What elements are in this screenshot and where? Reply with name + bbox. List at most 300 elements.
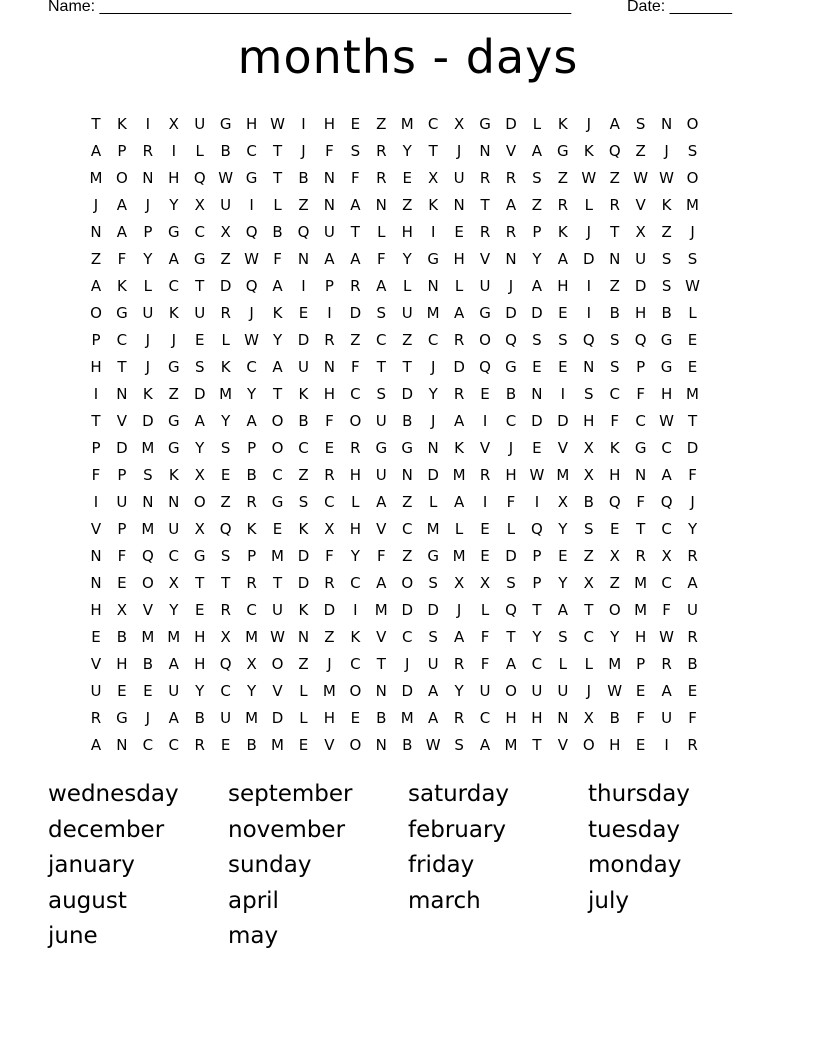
grid-letter[interactable]: F	[325, 412, 334, 430]
grid-letter[interactable]: X	[194, 196, 205, 214]
grid-letter[interactable]: J	[586, 115, 591, 133]
grid-letter[interactable]: X	[194, 466, 205, 484]
grid-letter[interactable]: E	[324, 439, 335, 457]
grid-letter[interactable]: Z	[402, 493, 413, 511]
grid-letter[interactable]: S	[220, 439, 231, 457]
grid-letter[interactable]: P	[247, 547, 257, 565]
grid-letter[interactable]: X	[168, 574, 179, 592]
grid-letter[interactable]: K	[246, 520, 257, 538]
grid-letter[interactable]: K	[454, 439, 465, 457]
grid-letter[interactable]: B	[609, 304, 620, 322]
grid-letter[interactable]: U	[168, 682, 180, 700]
grid-letter[interactable]: Y	[247, 682, 257, 700]
grid-letter[interactable]: Y	[272, 331, 283, 349]
grid-letter[interactable]: J	[249, 304, 254, 322]
grid-letter[interactable]: K	[428, 196, 439, 214]
grid-letter[interactable]: N	[90, 547, 102, 565]
grid-letter[interactable]: W	[581, 169, 597, 187]
grid-letter[interactable]: K	[168, 304, 179, 322]
grid-letter[interactable]: U	[90, 682, 102, 700]
grid-letter[interactable]: N	[635, 466, 647, 484]
grid-letter[interactable]: O	[271, 412, 284, 430]
grid-letter[interactable]: H	[609, 466, 621, 484]
grid-letter[interactable]: J	[327, 655, 332, 673]
grid-letter[interactable]: P	[532, 574, 542, 592]
grid-letter[interactable]: A	[350, 196, 361, 214]
grid-letter[interactable]: E	[220, 736, 231, 754]
grid-letter[interactable]: F	[636, 709, 645, 727]
grid-letter[interactable]: J	[145, 709, 151, 727]
grid-letter[interactable]: X	[661, 547, 672, 565]
grid-letter[interactable]: X	[116, 601, 128, 619]
grid-letter[interactable]: Y	[532, 250, 542, 268]
grid-letter[interactable]: B	[609, 709, 620, 727]
grid-letter[interactable]: T	[480, 196, 490, 214]
grid-letter[interactable]: S	[220, 547, 231, 565]
grid-letter[interactable]: J	[664, 142, 669, 160]
grid-letter[interactable]: Y	[428, 385, 438, 403]
grid-letter[interactable]: X	[324, 520, 335, 538]
grid-letter[interactable]: Y	[558, 574, 568, 592]
grid-letter[interactable]: F	[91, 466, 101, 484]
grid-letter[interactable]: E	[558, 358, 568, 376]
grid-letter[interactable]: F	[480, 655, 490, 673]
grid-letter[interactable]: W	[659, 412, 675, 430]
grid-letter[interactable]: O	[686, 169, 699, 187]
grid-letter[interactable]: N	[375, 682, 387, 700]
grid-letter[interactable]: Y	[558, 520, 568, 538]
grid-letter[interactable]: A	[557, 250, 568, 268]
grid-letter[interactable]: S	[428, 574, 438, 592]
grid-letter[interactable]: D	[142, 412, 154, 430]
grid-letter[interactable]: U	[375, 466, 387, 484]
grid-letter[interactable]: Z	[402, 547, 413, 565]
grid-letter[interactable]: T	[195, 574, 205, 592]
grid-letter[interactable]: X	[453, 574, 465, 592]
grid-letter[interactable]: R	[505, 223, 517, 241]
grid-letter[interactable]: J	[301, 142, 306, 160]
grid-letter[interactable]: K	[557, 115, 568, 133]
grid-letter[interactable]: M	[219, 385, 233, 403]
grid-letter[interactable]: S	[584, 385, 594, 403]
grid-letter[interactable]: B	[376, 709, 387, 727]
grid-letter[interactable]: R	[505, 169, 517, 187]
grid-letter[interactable]: K	[142, 385, 153, 403]
grid-letter[interactable]: E	[350, 115, 361, 133]
grid-letter[interactable]: V	[635, 196, 646, 214]
grid-letter[interactable]: X	[583, 709, 594, 727]
grid-letter[interactable]: E	[635, 736, 646, 754]
grid-letter[interactable]: M	[634, 574, 648, 592]
grid-letter[interactable]: Z	[531, 196, 543, 214]
grid-letter[interactable]: L	[195, 142, 204, 160]
grid-letter[interactable]: A	[376, 277, 387, 295]
grid-letter[interactable]: I	[93, 493, 99, 511]
grid-letter[interactable]: I	[482, 493, 488, 511]
grid-letter[interactable]: D	[401, 385, 413, 403]
grid-letter[interactable]: Z	[376, 115, 387, 133]
grid-letter[interactable]: C	[376, 331, 387, 349]
grid-letter[interactable]: K	[168, 466, 179, 484]
grid-letter[interactable]: K	[298, 385, 309, 403]
grid-letter[interactable]: R	[142, 142, 154, 160]
grid-letter[interactable]: I	[560, 385, 566, 403]
grid-letter[interactable]: G	[167, 358, 180, 376]
grid-letter[interactable]: D	[271, 709, 284, 727]
grid-letter[interactable]: V	[376, 628, 387, 646]
grid-letter[interactable]: V	[557, 439, 568, 457]
grid-letter[interactable]: H	[635, 304, 647, 322]
grid-letter[interactable]: O	[349, 682, 362, 700]
grid-letter[interactable]: R	[194, 736, 205, 754]
grid-letter[interactable]: R	[220, 304, 231, 322]
grid-letter[interactable]: L	[351, 493, 360, 511]
grid-letter[interactable]: C	[350, 385, 361, 403]
grid-letter[interactable]: A	[272, 277, 283, 295]
grid-letter[interactable]: C	[168, 277, 180, 295]
grid-letter[interactable]: F	[480, 628, 490, 646]
grid-letter[interactable]: S	[376, 304, 387, 322]
grid-letter[interactable]: H	[401, 223, 413, 241]
grid-letter[interactable]: C	[661, 439, 672, 457]
grid-letter[interactable]: R	[479, 223, 491, 241]
grid-letter[interactable]: C	[194, 223, 205, 241]
grid-letter[interactable]: K	[583, 142, 594, 160]
grid-letter[interactable]: K	[609, 439, 620, 457]
grid-letter[interactable]: R	[324, 331, 335, 349]
grid-letter[interactable]: U	[272, 601, 284, 619]
grid-letter[interactable]: X	[583, 574, 594, 592]
grid-letter[interactable]: V	[142, 601, 153, 619]
grid-letter[interactable]: L	[273, 196, 282, 214]
grid-letter[interactable]: U	[453, 169, 465, 187]
grid-letter[interactable]: O	[401, 574, 414, 592]
grid-letter[interactable]: M	[556, 466, 570, 484]
grid-letter[interactable]: B	[687, 655, 698, 673]
grid-letter[interactable]: A	[246, 412, 257, 430]
grid-letter[interactable]: O	[90, 304, 102, 322]
grid-letter[interactable]: N	[142, 493, 154, 511]
grid-letter[interactable]: J	[690, 223, 695, 241]
grid-letter[interactable]: P	[324, 277, 334, 295]
grid-letter[interactable]: G	[167, 412, 180, 430]
grid-letter[interactable]: B	[142, 655, 153, 673]
grid-letter[interactable]: N	[375, 736, 387, 754]
grid-letter[interactable]: M	[504, 736, 518, 754]
grid-letter[interactable]: X	[220, 628, 231, 646]
grid-letter[interactable]: U	[297, 358, 309, 376]
grid-letter[interactable]: U	[479, 682, 491, 700]
grid-letter[interactable]: A	[661, 466, 672, 484]
grid-letter[interactable]: E	[635, 682, 646, 700]
grid-letter[interactable]: C	[401, 520, 413, 538]
grid-letter[interactable]: U	[635, 250, 647, 268]
grid-letter[interactable]: A	[376, 493, 387, 511]
grid-letter[interactable]: T	[91, 115, 101, 133]
grid-letter[interactable]: E	[532, 358, 542, 376]
grid-letter[interactable]: U	[687, 601, 699, 619]
grid-letter[interactable]: H	[453, 250, 465, 268]
grid-letter[interactable]: Z	[298, 196, 309, 214]
grid-letter[interactable]: C	[661, 520, 672, 538]
word-search-grid[interactable]	[83, 112, 706, 760]
grid-letter[interactable]: N	[660, 115, 673, 133]
grid-letter[interactable]: Q	[531, 520, 543, 538]
grid-letter[interactable]: I	[430, 223, 436, 241]
grid-letter[interactable]: K	[272, 304, 283, 322]
grid-letter[interactable]: H	[557, 277, 569, 295]
grid-letter[interactable]: V	[90, 655, 102, 673]
grid-letter[interactable]: M	[686, 385, 699, 403]
grid-letter[interactable]: S	[506, 574, 516, 592]
grid-letter[interactable]: H	[116, 655, 128, 673]
grid-letter[interactable]: X	[583, 466, 594, 484]
grid-letter[interactable]: A	[168, 655, 179, 673]
grid-letter[interactable]: N	[531, 385, 543, 403]
grid-letter[interactable]: Q	[660, 493, 673, 511]
grid-letter[interactable]: I	[327, 304, 332, 322]
grid-letter[interactable]: S	[532, 331, 542, 349]
grid-letter[interactable]: S	[558, 331, 568, 349]
grid-letter[interactable]: J	[93, 196, 99, 214]
grid-letter[interactable]: A	[609, 115, 620, 133]
grid-letter[interactable]: D	[116, 439, 128, 457]
grid-letter[interactable]: A	[194, 412, 205, 430]
grid-letter[interactable]: F	[351, 169, 360, 187]
grid-letter[interactable]: T	[506, 628, 516, 646]
grid-letter[interactable]: C	[116, 331, 128, 349]
grid-letter[interactable]: Q	[219, 520, 232, 538]
grid-letter[interactable]: I	[534, 493, 540, 511]
grid-letter[interactable]: F	[376, 547, 386, 565]
grid-letter[interactable]: T	[636, 520, 646, 538]
grid-letter[interactable]: A	[453, 304, 465, 322]
grid-letter[interactable]: Z	[609, 277, 620, 295]
grid-letter[interactable]: C	[168, 736, 180, 754]
grid-letter[interactable]: V	[557, 736, 568, 754]
grid-letter[interactable]: J	[456, 142, 462, 160]
grid-letter[interactable]: N	[142, 169, 154, 187]
grid-letter[interactable]: S	[454, 736, 464, 754]
grid-letter[interactable]: C	[220, 682, 231, 700]
grid-letter[interactable]: D	[505, 304, 517, 322]
name-field[interactable]: Name: _____________________________________________________	[48, 0, 572, 15]
grid-letter[interactable]: E	[687, 331, 698, 349]
grid-letter[interactable]: R	[376, 169, 387, 187]
grid-letter[interactable]: A	[428, 709, 439, 727]
grid-letter[interactable]: R	[453, 655, 465, 673]
grid-letter[interactable]: R	[687, 628, 698, 646]
grid-letter[interactable]: T	[376, 358, 386, 376]
grid-letter[interactable]: H	[349, 466, 361, 484]
grid-letter[interactable]: X	[453, 115, 465, 133]
grid-letter[interactable]: E	[454, 223, 464, 241]
grid-letter[interactable]: J	[430, 412, 436, 430]
grid-letter[interactable]: K	[220, 358, 231, 376]
grid-letter[interactable]: D	[297, 547, 310, 565]
grid-letter[interactable]: P	[532, 547, 542, 565]
grid-letter[interactable]: H	[168, 169, 180, 187]
grid-letter[interactable]: Y	[169, 601, 179, 619]
grid-letter[interactable]: T	[350, 223, 360, 241]
grid-letter[interactable]: D	[505, 547, 517, 565]
grid-letter[interactable]: I	[586, 304, 591, 322]
grid-letter[interactable]: W	[529, 466, 545, 484]
grid-letter[interactable]: F	[325, 547, 334, 565]
grid-letter[interactable]: G	[245, 169, 258, 187]
grid-letter[interactable]: Y	[169, 196, 179, 214]
grid-letter[interactable]: K	[298, 601, 309, 619]
grid-letter[interactable]: R	[453, 331, 465, 349]
grid-letter[interactable]: F	[506, 493, 516, 511]
grid-letter[interactable]: F	[351, 358, 360, 376]
grid-letter[interactable]: A	[90, 277, 102, 295]
grid-letter[interactable]: X	[428, 169, 439, 187]
grid-letter[interactable]: N	[90, 574, 102, 592]
grid-letter[interactable]: J	[145, 331, 151, 349]
grid-letter[interactable]: E	[687, 358, 698, 376]
grid-letter[interactable]: J	[145, 358, 151, 376]
grid-letter[interactable]: H	[660, 385, 673, 403]
grid-letter[interactable]: M	[89, 169, 103, 187]
grid-letter[interactable]: D	[297, 574, 310, 592]
grid-letter[interactable]: Q	[608, 493, 621, 511]
grid-letter[interactable]: T	[584, 601, 594, 619]
grid-letter[interactable]: U	[427, 655, 439, 673]
grid-letter[interactable]: Y	[195, 439, 205, 457]
grid-letter[interactable]: Z	[609, 574, 620, 592]
grid-letter[interactable]: B	[298, 169, 309, 187]
grid-letter[interactable]: J	[690, 493, 695, 511]
grid-letter[interactable]: I	[93, 385, 99, 403]
grid-letter[interactable]: M	[426, 304, 440, 322]
grid-letter[interactable]: E	[220, 466, 231, 484]
grid-letter[interactable]: M	[141, 439, 155, 457]
grid-letter[interactable]: V	[90, 520, 102, 538]
grid-letter[interactable]: A	[531, 277, 543, 295]
grid-letter[interactable]: W	[270, 628, 285, 646]
grid-letter[interactable]: V	[324, 736, 335, 754]
grid-letter[interactable]: D	[427, 466, 439, 484]
grid-letter[interactable]: A	[324, 250, 335, 268]
grid-letter[interactable]: Z	[557, 169, 568, 187]
grid-letter[interactable]: U	[194, 304, 206, 322]
grid-letter[interactable]: V	[272, 682, 283, 700]
grid-letter[interactable]: G	[193, 250, 206, 268]
grid-letter[interactable]: Y	[610, 628, 620, 646]
grid-letter[interactable]: M	[245, 628, 259, 646]
grid-letter[interactable]: W	[685, 277, 700, 295]
grid-letter[interactable]: P	[91, 331, 101, 349]
grid-letter[interactable]: G	[479, 304, 491, 322]
grid-letter[interactable]: N	[453, 196, 465, 214]
grid-letter[interactable]: S	[143, 466, 153, 484]
grid-letter[interactable]: L	[584, 655, 593, 673]
grid-letter[interactable]: Z	[583, 547, 594, 565]
grid-letter[interactable]: R	[220, 601, 231, 619]
grid-letter[interactable]: U	[479, 277, 491, 295]
grid-letter[interactable]: E	[609, 520, 620, 538]
grid-letter[interactable]: Z	[609, 169, 620, 187]
grid-letter[interactable]: G	[634, 439, 647, 457]
grid-letter[interactable]: C	[168, 547, 180, 565]
grid-letter[interactable]: C	[427, 115, 439, 133]
grid-letter[interactable]: M	[141, 628, 155, 646]
grid-letter[interactable]: P	[247, 439, 257, 457]
grid-letter[interactable]: K	[350, 628, 361, 646]
grid-letter[interactable]: C	[246, 142, 257, 160]
grid-letter[interactable]: Z	[635, 142, 646, 160]
grid-letter[interactable]: J	[586, 223, 591, 241]
grid-letter[interactable]: F	[662, 601, 671, 619]
grid-letter[interactable]: P	[636, 655, 646, 673]
grid-letter[interactable]: H	[323, 709, 336, 727]
grid-letter[interactable]: M	[167, 628, 181, 646]
grid-letter[interactable]: V	[376, 520, 387, 538]
grid-letter[interactable]: A	[453, 493, 465, 511]
grid-letter[interactable]: U	[661, 709, 673, 727]
grid-letter[interactable]: B	[116, 628, 128, 646]
grid-letter[interactable]: G	[375, 439, 388, 457]
grid-letter[interactable]: P	[532, 223, 542, 241]
grid-letter[interactable]: Y	[143, 250, 153, 268]
grid-letter[interactable]: Q	[219, 655, 232, 673]
grid-letter[interactable]: C	[272, 466, 283, 484]
grid-letter[interactable]: O	[479, 331, 491, 349]
grid-letter[interactable]: C	[324, 493, 335, 511]
grid-letter[interactable]: S	[376, 385, 387, 403]
grid-letter[interactable]: J	[508, 439, 514, 457]
grid-letter[interactable]: A	[116, 196, 128, 214]
grid-letter[interactable]: Q	[245, 277, 258, 295]
grid-letter[interactable]: Y	[454, 682, 464, 700]
grid-letter[interactable]: X	[609, 547, 620, 565]
grid-letter[interactable]: H	[323, 115, 336, 133]
grid-letter[interactable]: D	[557, 412, 569, 430]
grid-letter[interactable]: J	[508, 277, 514, 295]
grid-letter[interactable]: U	[557, 682, 569, 700]
grid-letter[interactable]: W	[659, 628, 675, 646]
grid-letter[interactable]: T	[272, 574, 283, 592]
grid-letter[interactable]: R	[609, 196, 620, 214]
grid-letter[interactable]: E	[558, 304, 568, 322]
grid-letter[interactable]: Y	[687, 520, 698, 538]
grid-letter[interactable]: A	[116, 223, 128, 241]
grid-letter[interactable]: O	[116, 169, 128, 187]
grid-letter[interactable]: A	[661, 682, 672, 700]
grid-letter[interactable]: R	[479, 466, 491, 484]
grid-letter[interactable]: G	[427, 547, 439, 565]
grid-letter[interactable]: H	[635, 628, 647, 646]
grid-letter[interactable]: Z	[220, 250, 231, 268]
grid-letter[interactable]: U	[116, 493, 128, 511]
grid-letter[interactable]: A	[687, 574, 698, 592]
grid-letter[interactable]: E	[532, 439, 542, 457]
grid-letter[interactable]: S	[661, 250, 672, 268]
grid-letter[interactable]: A	[90, 142, 102, 160]
grid-letter[interactable]: I	[353, 601, 358, 619]
grid-letter[interactable]: D	[583, 250, 595, 268]
grid-letter[interactable]: I	[301, 115, 306, 133]
grid-letter[interactable]: S	[558, 628, 568, 646]
grid-letter[interactable]: N	[427, 439, 439, 457]
grid-letter[interactable]: H	[505, 709, 517, 727]
grid-letter[interactable]: H	[505, 466, 517, 484]
grid-letter[interactable]: W	[607, 682, 623, 700]
grid-letter[interactable]: H	[609, 736, 621, 754]
grid-letter[interactable]: F	[636, 493, 645, 511]
grid-letter[interactable]: G	[271, 493, 284, 511]
